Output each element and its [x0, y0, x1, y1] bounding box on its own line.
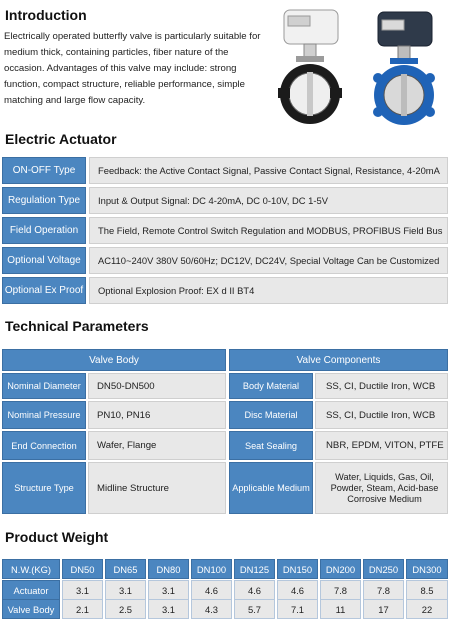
tp-body-value: DN50-DN500	[88, 373, 226, 399]
weight-value: 4.3	[191, 599, 232, 619]
actuator-row-value: Optional Explosion Proof: EX d II BT4	[89, 277, 448, 304]
valve-body-header: Valve Body	[2, 349, 226, 371]
weight-title: Product Weight	[5, 529, 109, 545]
weight-header-label: N.W.(KG)	[2, 559, 60, 579]
tp-comp-label: Disc Material	[229, 401, 313, 429]
weight-value: 17	[363, 599, 404, 619]
weight-size-header: DN250	[363, 559, 404, 579]
weight-value: 3.1	[62, 580, 103, 600]
weight-size-header: DN150	[277, 559, 318, 579]
tp-comp-value: NBR, EPDM, VITON, PTFE	[315, 431, 448, 460]
butterfly-valve-images	[274, 2, 448, 126]
weight-value: 2.1	[62, 599, 103, 619]
weight-value: 4.6	[191, 580, 232, 600]
weight-size-header: DN80	[148, 559, 189, 579]
weight-row-label: Valve Body	[2, 599, 60, 619]
intro-title: Introduction	[5, 7, 87, 23]
tp-body-value: Wafer, Flange	[88, 431, 226, 460]
black-butterfly-valve	[278, 10, 342, 124]
weight-value: 3.1	[148, 599, 189, 619]
tp-body-value: Midline Structure	[88, 462, 226, 514]
weight-value: 2.5	[105, 599, 146, 619]
actuator-row-value: Input & Output Signal: DC 4-20mA, DC 0-10V, DC 1-5V	[89, 187, 448, 214]
weight-value: 7.8	[320, 580, 361, 600]
weight-size-header: DN65	[105, 559, 146, 579]
actuator-row	[2, 247, 448, 274]
actuator-row-label: Field Operation	[2, 217, 86, 244]
actuator-row-value: Feedback: the Active Contact Signal, Passive Contact Signal, Resistance, 4-20mA	[89, 157, 448, 184]
actuator-row-value: AC110~240V 380V 50/60Hz; DC12V, DC24V, Special Voltage Can be Customized	[89, 247, 448, 274]
weight-value: 3.1	[148, 580, 189, 600]
actuator-row	[2, 187, 448, 214]
tp-comp-value: SS, CI, Ductile Iron, WCB	[315, 373, 448, 399]
weight-value: 4.6	[277, 580, 318, 600]
weight-value: 5.7	[234, 599, 275, 619]
weight-row-label: Actuator	[2, 580, 60, 600]
tp-body-label: Nominal Pressure	[2, 401, 86, 429]
actuator-row	[2, 277, 448, 304]
tp-comp-label: Body Material	[229, 373, 313, 399]
tp-body-label: End Connection	[2, 431, 86, 460]
weight-size-header: DN100	[191, 559, 232, 579]
tp-body-label: Structure Type	[2, 462, 86, 514]
tp-comp-label: Seat Sealing	[229, 431, 313, 460]
weight-value: 8.5	[406, 580, 448, 600]
blue-butterfly-valve	[373, 12, 435, 125]
tp-comp-value: SS, CI, Ductile Iron, WCB	[315, 401, 448, 429]
weight-value: 7.8	[363, 580, 404, 600]
weight-size-header: DN300	[406, 559, 448, 579]
weight-size-header: DN200	[320, 559, 361, 579]
tp-body-label: Nominal Diameter	[2, 373, 86, 399]
tp-comp-label: Applicable Medium	[229, 462, 313, 514]
tp-body-value: PN10, PN16	[88, 401, 226, 429]
valve-illustrations	[274, 2, 448, 126]
valve-components-header: Valve Components	[229, 349, 448, 371]
actuator-row-label: ON-OFF Type	[2, 157, 86, 184]
actuator-title: Electric Actuator	[5, 131, 117, 147]
intro-text: Electrically operated butterfly valve is particularly suitable for medium thick, containing particles, fiber nature of the occasion. Advantages of this valve may include: strong function, compact structure, reliable performance, simple matching and large flow capacity.	[4, 31, 261, 106]
weight-value: 7.1	[277, 599, 318, 619]
actuator-row-value: The Field, Remote Control Switch Regulation and MODBUS, PROFIBUS Field Bus	[89, 217, 448, 244]
weight-value: 3.1	[105, 580, 146, 600]
weight-value: 22	[406, 599, 448, 619]
weight-size-header: DN125	[234, 559, 275, 579]
actuator-row-label: Optional Voltage	[2, 247, 86, 274]
technical-title: Technical Parameters	[5, 318, 149, 334]
actuator-row	[2, 217, 448, 244]
actuator-row-label: Regulation Type	[2, 187, 86, 214]
weight-size-header: DN50	[62, 559, 103, 579]
actuator-row-label: Optional Ex Proof	[2, 277, 86, 304]
tp-comp-value: Water, Liquids, Gas, Oil, Powder, Steam, Acid-base Corrosive Medium	[315, 462, 448, 514]
actuator-row	[2, 157, 448, 184]
weight-value: 4.6	[234, 580, 275, 600]
weight-value: 11	[320, 599, 361, 619]
